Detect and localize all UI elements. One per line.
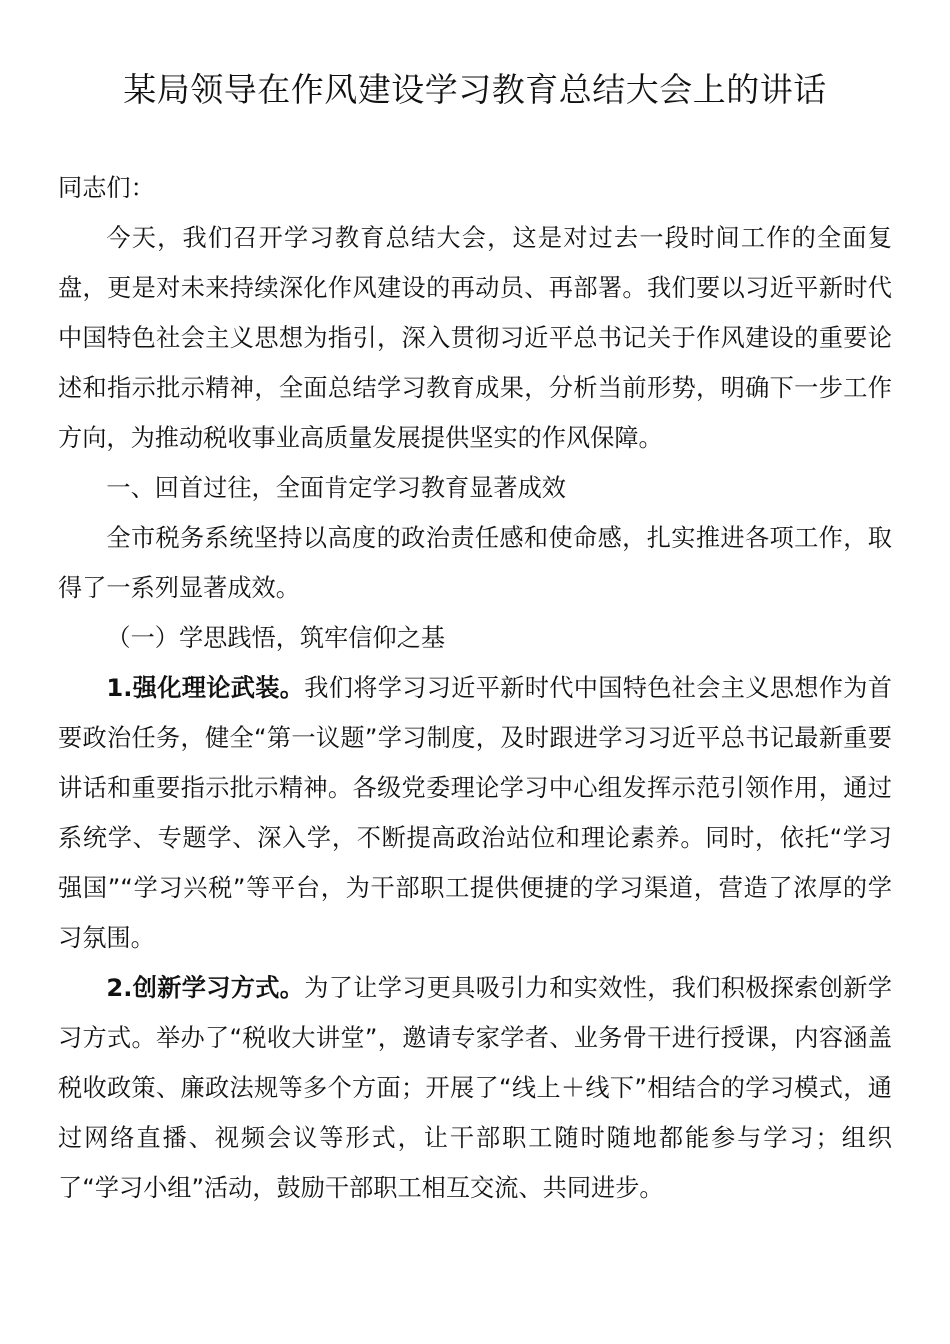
document-title: 某局领导在作风建设学习教育总结大会上的讲话 — [123, 70, 827, 109]
item-two-label: 2.创新学习方式。 — [106, 974, 305, 1002]
section-one-paragraph: 全市税务系统坚持以高度的政治责任感和使命感，扎实推进各项工作，取得了一系列显著成效。 — [58, 524, 892, 602]
intro-paragraph: 今天，我们召开学习教育总结大会，这是对过去一段时间工作的全面复盘，更是对未来持续深化作风建设的再动员、再部署。我们要以习近平新时代中国特色社会主义思想为指引，深入贯彻习近平总书记关于作风建设的重要论述和指示批示精神，全面总结学习教育成果，分析当前形势，明确下一步工作方向，为推动税收事业高质量发展提供坚实的作风保障。 — [58, 224, 892, 452]
salutation: 同志们： — [58, 174, 155, 202]
section-one-heading: 一、回首过往，全面肯定学习教育显著成效 — [106, 474, 566, 502]
item-one-label: 1.强化理论武装。 — [106, 674, 305, 702]
item-one-paragraph — [58, 663, 892, 963]
subsection-one-heading: （一）学思践悟，筑牢信仰之基 — [106, 624, 446, 652]
item-two-paragraph — [58, 963, 892, 1213]
item-two-text: 为了让学习更具吸引力和实效性，我们积极探索创新学习方式。举办了“税收大讲堂”，邀请专家学者、业务骨干进行授课，内容涵盖税收政策、廉政法规等多个方面；开展了“线上＋线下”相结合的学习模式，通过网络直播、视频会议等形式，让干部职工随时随地都能参与学习；组织了“学习小组”活动，鼓励干部职工相互交流、共同进步。 — [58, 974, 892, 1202]
document-body — [58, 163, 892, 1213]
item-one-text: 我们将学习习近平新时代中国特色社会主义思想作为首要政治任务，健全“第一议题”学习制度，及时跟进学习习近平总书记最新重要讲话和重要指示批示精神。各级党委理论学习中心组发挥示范引领作用，通过系统学、专题学、深入学，不断提高政治站位和理论素养。同时，依托“学习强国”“学习兴税”等平台，为干部职工提供便捷的学习渠道，营造了浓厚的学习氛围。 — [58, 674, 892, 952]
